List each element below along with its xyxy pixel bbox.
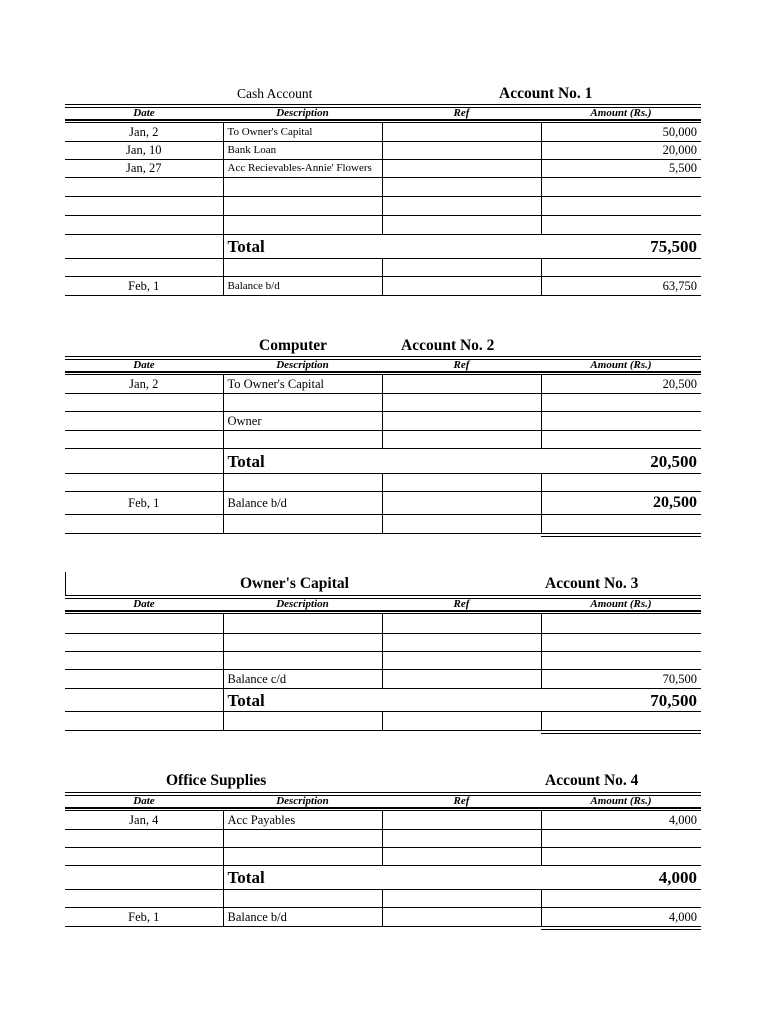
ref-cell xyxy=(382,142,541,160)
table-row xyxy=(65,160,701,178)
amount-cell: 20,000 xyxy=(541,142,701,160)
ref-cell xyxy=(382,811,541,830)
total-label: Total xyxy=(223,866,382,890)
total-label: Total xyxy=(223,689,382,712)
col-date-header: Date xyxy=(133,359,155,371)
account-number: Account No. 3 xyxy=(545,575,639,592)
empty-row xyxy=(65,614,701,634)
date-cell: Jan, 27 xyxy=(65,160,223,178)
col-amount-header: Amount (Rs.) xyxy=(590,359,652,371)
col-ref-header: Ref xyxy=(453,795,470,807)
ledger-title: Office Supplies xyxy=(166,772,267,789)
empty-row xyxy=(65,830,701,848)
column-header-row xyxy=(65,595,701,612)
total-amount: 75,500 xyxy=(541,235,701,259)
table-row xyxy=(65,375,701,394)
col-amount-header: Amount (Rs.) xyxy=(590,598,652,610)
double-underline xyxy=(541,929,701,930)
description-cell: Balance b/d xyxy=(223,277,382,296)
total-row xyxy=(65,449,701,474)
total-amount: 4,000 xyxy=(541,866,701,890)
ref-cell xyxy=(382,670,541,689)
table-row xyxy=(65,123,701,142)
amount-cell: 5,500 xyxy=(541,160,701,178)
col-amount-header: Amount (Rs.) xyxy=(590,107,652,119)
table-row xyxy=(65,412,701,431)
empty-row xyxy=(65,216,701,235)
ledger-table xyxy=(65,613,701,731)
ref-cell xyxy=(382,160,541,178)
total-label: Total xyxy=(223,449,382,474)
date-cell xyxy=(65,412,223,431)
empty-row xyxy=(65,515,701,534)
ledger-title: Cash Account xyxy=(237,86,313,101)
ledger-computer xyxy=(65,336,701,536)
description-cell: Owner xyxy=(223,412,382,431)
table-row xyxy=(65,492,701,515)
col-description-header: Description xyxy=(276,359,329,371)
empty-row xyxy=(65,848,701,866)
col-ref-header: Ref xyxy=(453,359,470,371)
column-header-row xyxy=(65,356,701,373)
ledger-office-supplies xyxy=(65,772,701,932)
empty-row xyxy=(65,431,701,449)
total-amount: 20,500 xyxy=(541,449,701,474)
ledger-table xyxy=(65,810,701,927)
total-amount: 70,500 xyxy=(541,689,701,712)
description-cell: Balance c/d xyxy=(223,670,382,689)
col-description-header: Description xyxy=(276,795,329,807)
amount-cell: 70,500 xyxy=(541,670,701,689)
date-cell: Jan, 10 xyxy=(65,142,223,160)
empty-row xyxy=(65,394,701,412)
amount-cell: 63,750 xyxy=(541,277,701,296)
total-row xyxy=(65,689,701,712)
account-number: Account No. 2 xyxy=(401,337,495,354)
column-header-row xyxy=(65,104,701,121)
empty-row xyxy=(65,197,701,216)
date-cell: Jan, 4 xyxy=(65,811,223,830)
description-cell: Balance b/d xyxy=(223,908,382,927)
table-row xyxy=(65,277,701,296)
column-header-row xyxy=(65,792,701,809)
date-cell: Feb, 1 xyxy=(65,277,223,296)
col-date-header: Date xyxy=(133,107,155,119)
amount-cell: 20,500 xyxy=(541,492,701,515)
ledger-cash-account xyxy=(65,84,701,298)
date-cell: Feb, 1 xyxy=(65,908,223,927)
ledger-owners-capital xyxy=(65,575,701,735)
account-number: Account No. 1 xyxy=(499,85,593,102)
empty-row xyxy=(65,259,701,277)
amount-cell: 50,000 xyxy=(541,123,701,142)
ledger-title: Computer xyxy=(259,337,328,354)
description-cell: To Owner's Capital xyxy=(223,375,382,394)
double-underline xyxy=(541,536,701,537)
col-ref-header: Ref xyxy=(453,107,470,119)
double-underline xyxy=(541,733,701,734)
ledger-table xyxy=(65,122,701,296)
total-row xyxy=(65,235,701,259)
account-number: Account No. 4 xyxy=(545,772,639,789)
col-description-header: Description xyxy=(276,107,329,119)
description-cell: Bank Loan xyxy=(223,142,382,160)
ledger-title: Owner's Capital xyxy=(240,575,349,592)
empty-row xyxy=(65,652,701,670)
empty-row xyxy=(65,178,701,197)
description-cell: Acc Payables xyxy=(223,811,382,830)
description-cell: To Owner's Capital xyxy=(223,123,382,142)
col-amount-header: Amount (Rs.) xyxy=(590,795,652,807)
empty-row xyxy=(65,890,701,908)
ref-cell xyxy=(382,375,541,394)
ref-cell xyxy=(382,412,541,431)
col-date-header: Date xyxy=(133,598,155,610)
amount-cell: 4,000 xyxy=(541,811,701,830)
ref-cell xyxy=(382,277,541,296)
empty-row xyxy=(65,712,701,731)
empty-row xyxy=(65,634,701,652)
table-row xyxy=(65,142,701,160)
description-cell: Balance b/d xyxy=(223,492,382,515)
total-row xyxy=(65,866,701,890)
table-row xyxy=(65,670,701,689)
date-cell: Jan, 2 xyxy=(65,375,223,394)
date-cell: Jan, 2 xyxy=(65,123,223,142)
amount-cell: 4,000 xyxy=(541,908,701,927)
ref-cell xyxy=(382,492,541,515)
empty-row xyxy=(65,474,701,492)
amount-cell xyxy=(541,412,701,431)
ref-cell xyxy=(382,908,541,927)
col-ref-header: Ref xyxy=(453,598,470,610)
col-description-header: Description xyxy=(276,598,329,610)
date-cell: Feb, 1 xyxy=(65,492,223,515)
date-cell xyxy=(65,670,223,689)
table-row xyxy=(65,908,701,927)
table-row xyxy=(65,811,701,830)
ledger-table xyxy=(65,374,701,534)
amount-cell: 20,500 xyxy=(541,375,701,394)
col-date-header: Date xyxy=(133,795,155,807)
ref-cell xyxy=(382,123,541,142)
total-label: Total xyxy=(223,235,382,259)
description-cell: Acc Recievables-Annie' Flowers xyxy=(223,160,382,178)
